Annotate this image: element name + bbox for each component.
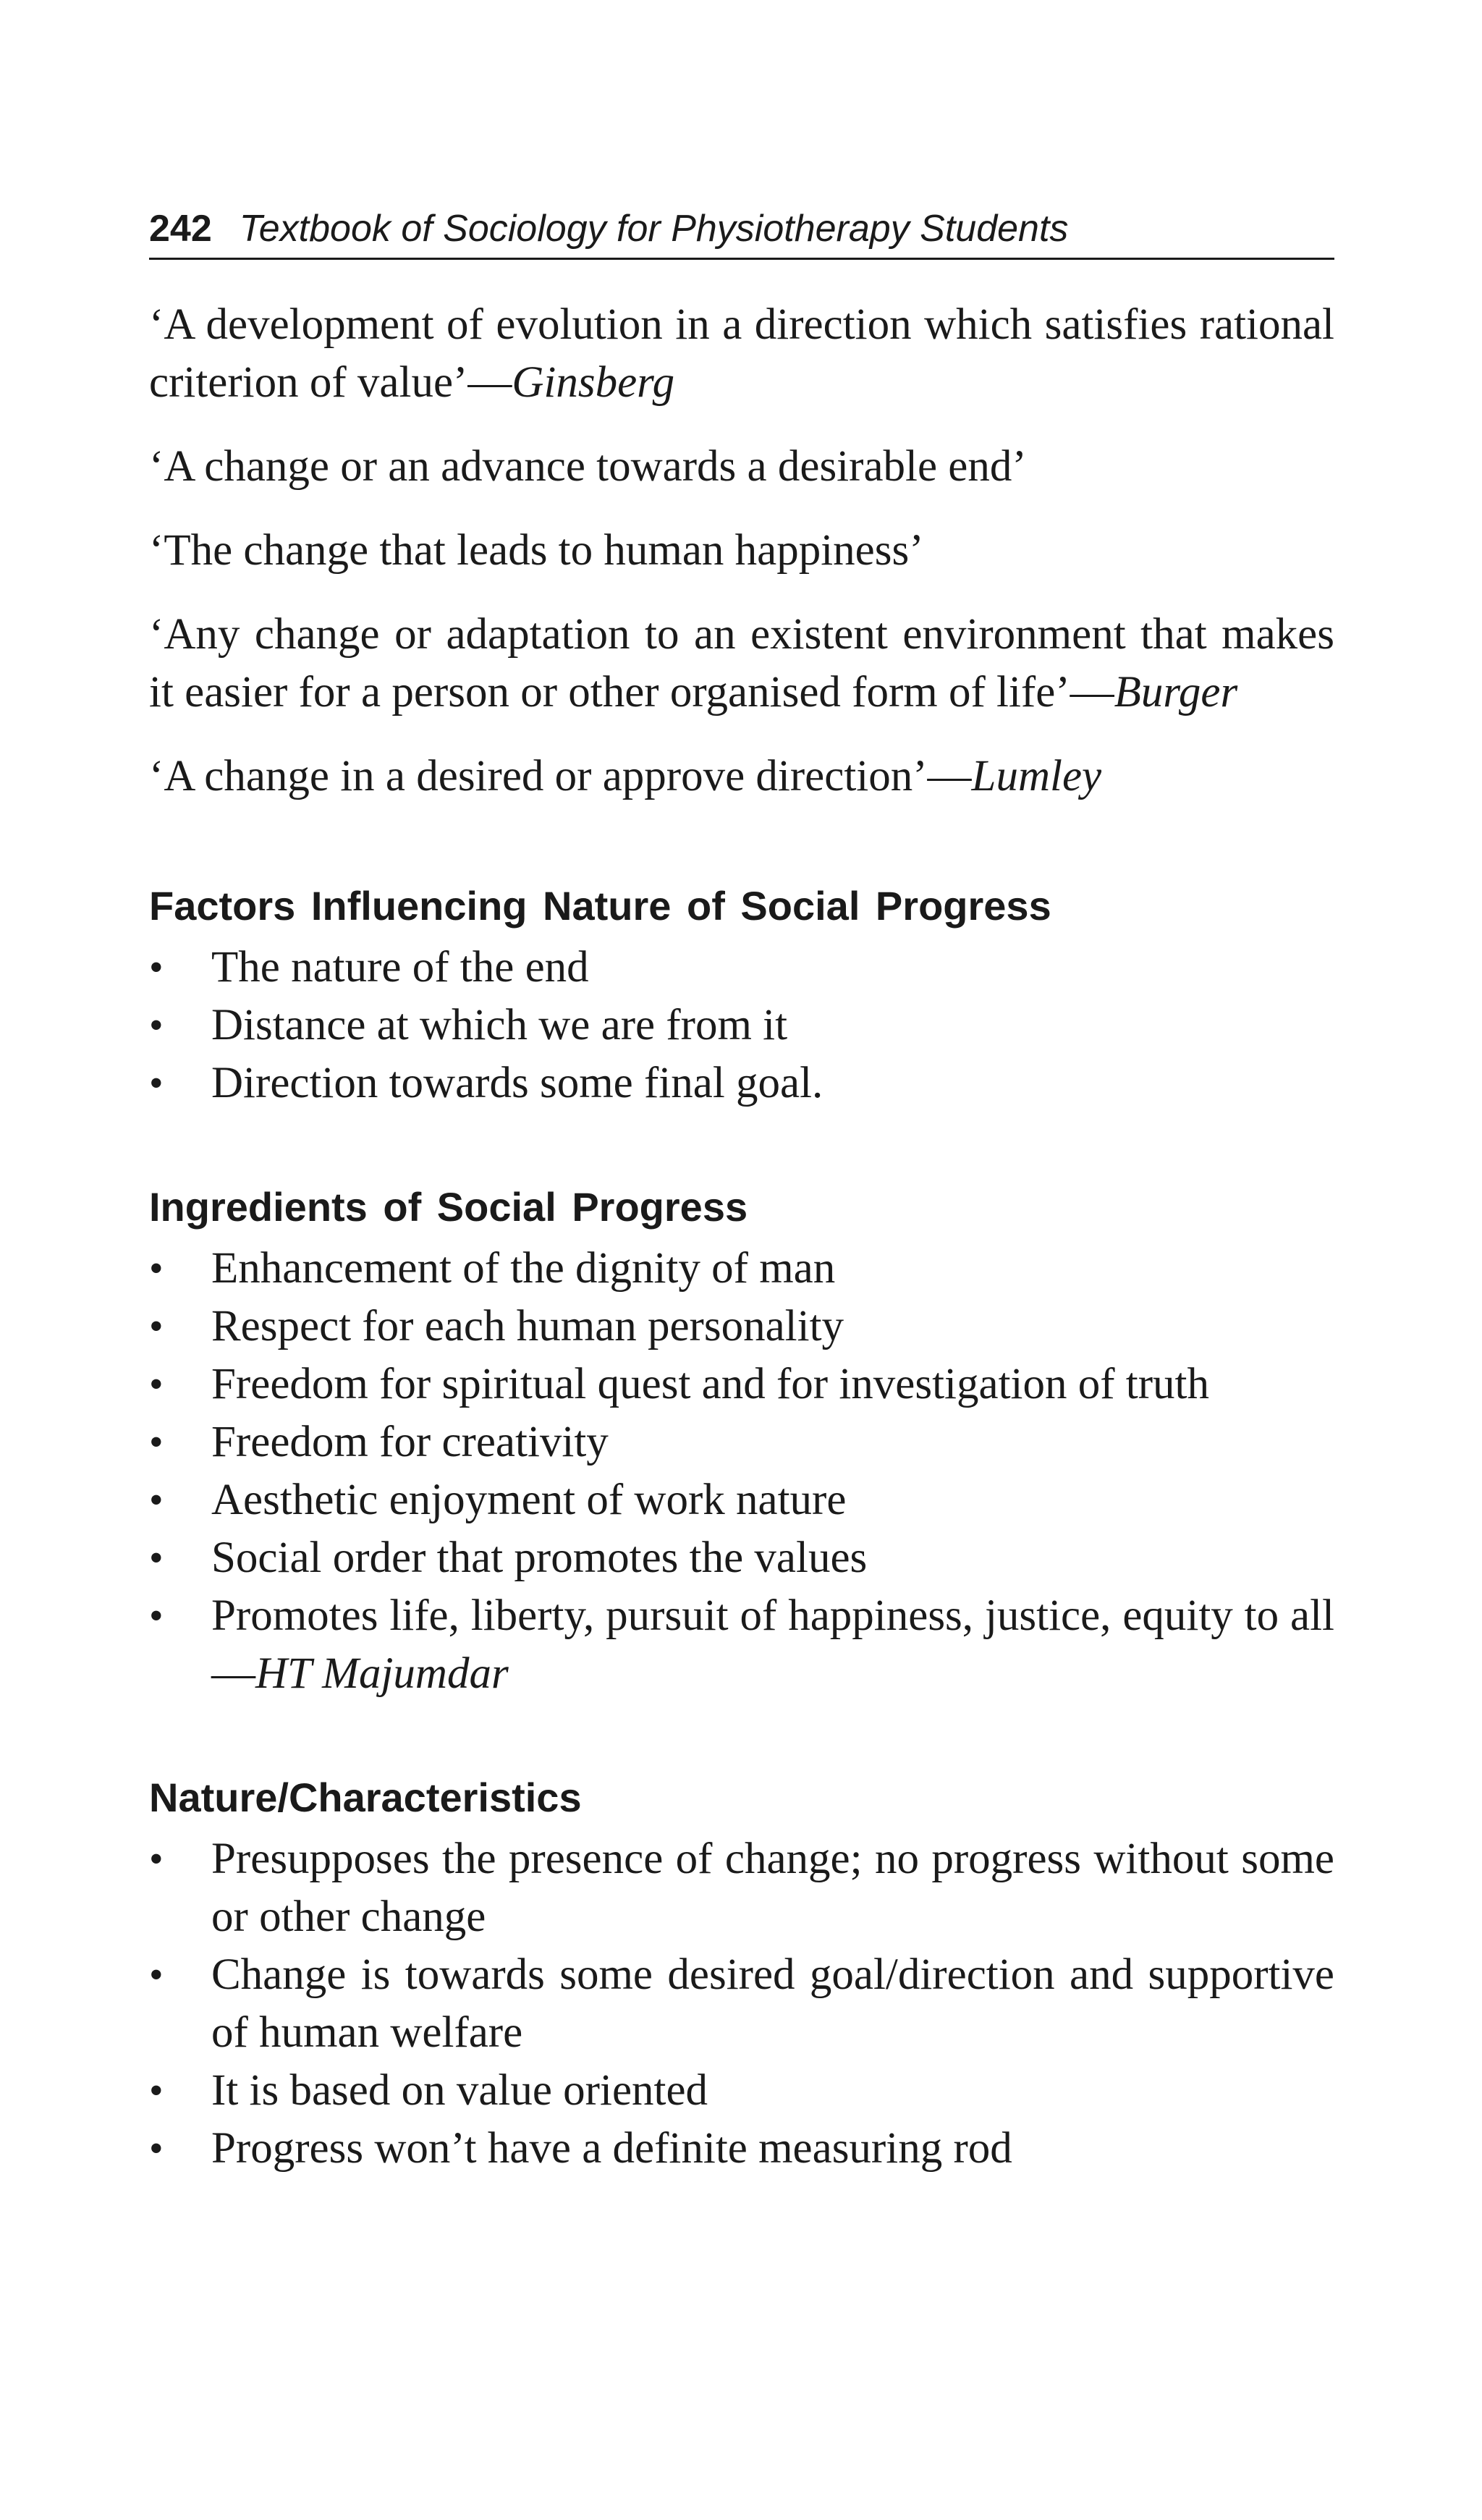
quote-text: ‘Any change or adaptation to an existent environment that makes it easier for a person or other organised form of life’— (149, 610, 1334, 716)
item-text: Respect for each human personality (211, 1302, 844, 1350)
list-item (149, 1413, 1334, 1471)
bullet-list (149, 1830, 1334, 2178)
item-author: HT Majumdar (255, 1649, 509, 1698)
list-item (149, 1830, 1334, 1946)
list-item (149, 2120, 1334, 2178)
section-ingredients (149, 1182, 1334, 1703)
book-page (149, 210, 1334, 2178)
bullet-icon: • (149, 1594, 164, 1639)
quote-author: Burger (1114, 668, 1238, 716)
bullet-icon: • (149, 1420, 164, 1465)
definition-quote (149, 296, 1334, 412)
list-item (149, 1529, 1334, 1587)
definitions (149, 296, 1334, 806)
bullet-list (149, 1240, 1334, 1703)
item-text: Freedom for spiritual quest and for investigation of truth (211, 1360, 1209, 1408)
list-item (149, 997, 1334, 1054)
bullet-icon: • (149, 1536, 164, 1581)
bullet-icon: • (149, 1003, 164, 1048)
item-text: Aesthetic enjoyment of work nature (211, 1476, 847, 1524)
list-item (149, 1240, 1334, 1298)
quote-text: ‘A development of evolution in a direction which satisfies rational criterion of value’— (149, 300, 1334, 407)
list-item (149, 2062, 1334, 2120)
list-item (149, 1356, 1334, 1413)
bullet-icon: • (149, 1246, 164, 1291)
item-text: Promotes life, liberty, pursuit of happiness, justice, equity to all— (211, 1591, 1334, 1698)
running-head (149, 210, 1334, 260)
item-text: Distance at which we are from it (211, 1001, 788, 1049)
running-title: Textbook of Sociology for Physiotherapy Students (239, 208, 1069, 250)
item-text: Direction towards some final goal. (211, 1059, 823, 1107)
list-item (149, 1054, 1334, 1112)
item-text: Social order that promotes the values (211, 1534, 868, 1582)
quote-text: ‘A change or an advance towards a desirable end’ (149, 442, 1027, 491)
bullet-icon: • (149, 1061, 164, 1106)
item-text: Progress won’t have a definite measuring rod (211, 2124, 1012, 2173)
quote-text: ‘A change in a desired or approve direction’— (149, 752, 972, 800)
definition-quote (149, 748, 1334, 806)
definition-quote (149, 606, 1334, 722)
section-nature (149, 1772, 1334, 2178)
section-heading: Nature/Characteristics (149, 1775, 582, 1820)
quote-author: Lumley (971, 752, 1102, 800)
bullet-list (149, 939, 1334, 1112)
bullet-icon: • (149, 1837, 164, 1882)
item-text: Freedom for creativity (211, 1418, 609, 1466)
list-item (149, 939, 1334, 997)
bullet-icon: • (149, 2126, 164, 2171)
list-item (149, 1587, 1334, 1703)
bullet-icon: • (149, 1953, 164, 1997)
quote-text: ‘The change that leads to human happiness’ (149, 526, 924, 575)
definition-quote (149, 438, 1334, 496)
item-text: Enhancement of the dignity of man (211, 1244, 836, 1293)
item-text: The nature of the end (211, 943, 589, 991)
list-item (149, 1471, 1334, 1529)
bullet-icon: • (149, 945, 164, 990)
definition-quote (149, 522, 1334, 580)
page-number: 242 (149, 208, 212, 250)
bullet-icon: • (149, 2068, 164, 2113)
section-heading: Ingredients of Social Progress (149, 1184, 748, 1230)
section-factors (149, 881, 1334, 1112)
section-heading: Factors Influencing Nature of Social Progress (149, 883, 1051, 929)
list-item (149, 1298, 1334, 1356)
item-text: It is based on value oriented (211, 2066, 708, 2115)
quote-author: Ginsberg (512, 358, 675, 407)
bullet-icon: • (149, 1478, 164, 1523)
item-text: Presupposes the presence of change; no progress without some or other change (211, 1835, 1334, 1941)
bullet-icon: • (149, 1304, 164, 1349)
list-item (149, 1946, 1334, 2062)
bullet-icon: • (149, 1362, 164, 1407)
item-text: Change is towards some desired goal/direction and supportive of human welfare (211, 1950, 1334, 2057)
